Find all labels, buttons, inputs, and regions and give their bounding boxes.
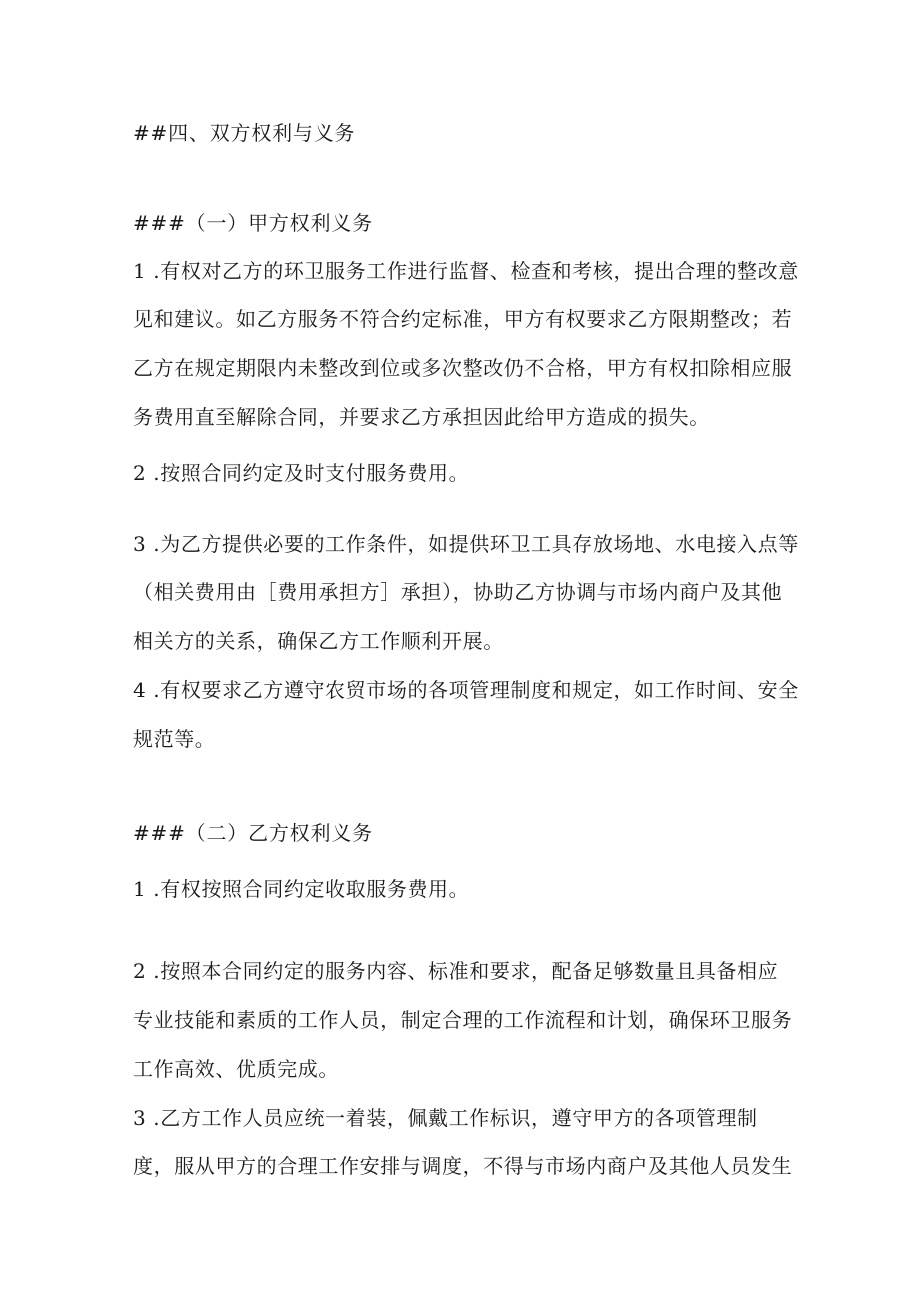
- paragraph-line: 乙方在规定期限内未整改到位或多次整改仍不合格，甲方有权扣除相应服: [133, 356, 793, 380]
- paragraph-line: 见和建议。如乙方服务不符合约定标准，甲方有权要求乙方限期整改；若: [133, 307, 793, 331]
- paragraph-line: （相关费用由［费用承担方］承担），协助乙方协调与市场内商户及其他: [133, 580, 783, 604]
- paragraph-line: 3 .为乙方提供必要的工作条件，如提供环卫工具存放场地、水电接入点等: [133, 532, 799, 556]
- subsection-title-party-a: ###（一）甲方权利义务: [133, 211, 373, 235]
- paragraph-line: 工作高效、优质完成。: [133, 1057, 339, 1081]
- paragraph-line: 3 .乙方工作人员应统一着装，佩戴工作标识，遵守甲方的各项管理制: [133, 1106, 758, 1130]
- paragraph-line: 4 .有权要求乙方遵守农贸市场的各项管理制度和规定，如工作时间、安全: [133, 678, 799, 702]
- paragraph-line: 1 .有权对乙方的环卫服务工作进行监督、检查和考核，提出合理的整改意: [133, 259, 799, 283]
- paragraph-line: 务费用直至解除合同，并要求乙方承担因此给甲方造成的损失。: [133, 405, 710, 429]
- subsection-title-party-b: ###（二）乙方权利义务: [133, 821, 373, 845]
- section-heading-rights-obligations: ##四、双方权利与义务: [133, 121, 356, 145]
- paragraph-line: 度，服从甲方的合理工作安排与调度，不得与市场内商户及其他人员发生: [133, 1154, 793, 1178]
- paragraph-line: 相关方的关系，确保乙方工作顺利开展。: [133, 629, 504, 653]
- paragraph-line: 规范等。: [133, 727, 216, 751]
- paragraph-line: 1 .有权按照合同约定收取服务费用。: [133, 877, 470, 901]
- paragraph-line: 2 .按照本合同约定的服务内容、标准和要求，配备足够数量且具备相应: [133, 959, 779, 983]
- paragraph-line: 2 .按照合同约定及时支付服务费用。: [133, 461, 470, 485]
- paragraph-line: 专业技能和素质的工作人员，制定合理的工作流程和计划，确保环卫服务: [133, 1008, 793, 1032]
